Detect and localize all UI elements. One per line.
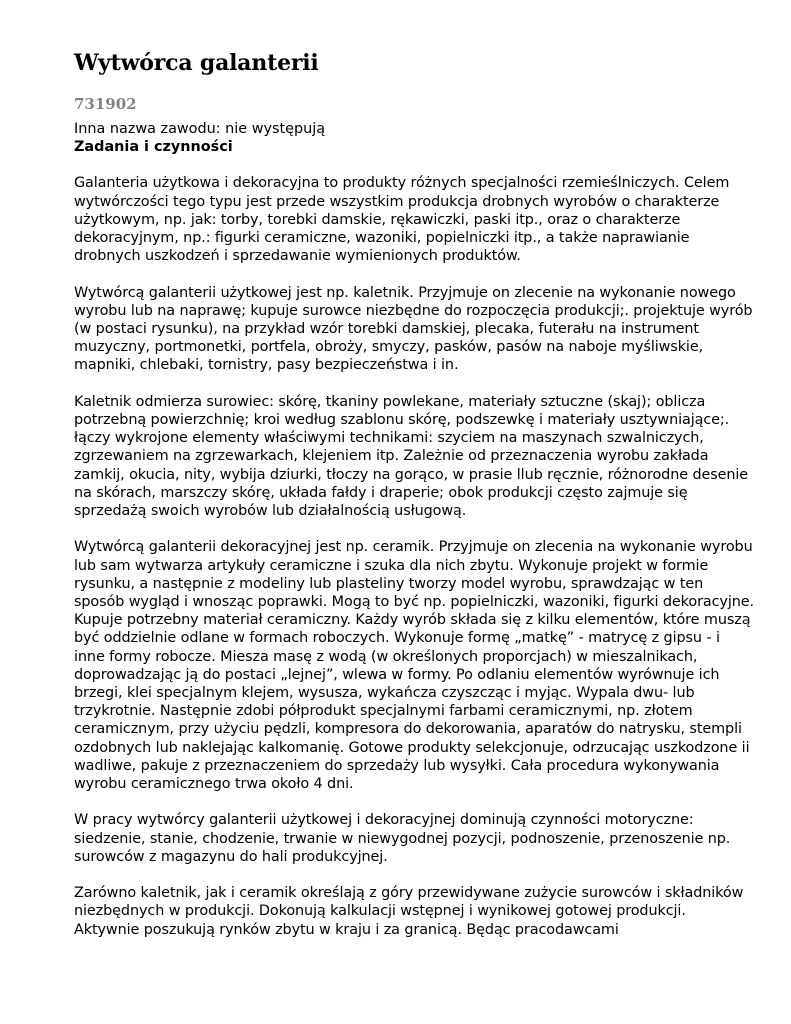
paragraph: Galanteria użytkowa i dekoracyjna to produkty różnych specjalności rzemieślniczych. Celem wytwórczości tego typu jest przede wszystkim produkcja drobnych wyrobów o charakterze użytkowym, np. jak: torby, torebki damskie, rękawiczki, paski itp., oraz o charakterze dekoracyjnym, np.: figurki ceramiczne, wazoniki, popielniczki itp., a także naprawianie drobnych uszkodzeń i sprzedawanie wymienionych produktów.	[74, 175, 730, 265]
occupation-code: 731902	[74, 95, 137, 113]
paragraph: Wytwórcą galanterii dekoracyjnej jest np. ceramik. Przyjmuje on zlecenia na wykonanie wyrobu lub sam wytwarza artykuły ceramiczne i szuka dla nich zbytu. Wykonuje projekt w formie rysunku, a następnie z modeliny lub plasteliny tworzy model wyrobu, sprawdzając w ten sposób wygląd i wnosząc poprawki. Mogą to być np. popielniczki, wazoniki, figurki dekoracyjne. Kupuje potrzebny materiał ceramiczny. Każdy wyrób składa się z kilku elementów, które muszą być oddzielnie odlane w formach roboczych. Wykonuje formę „matkę” - matrycę z gipsu - i inne formy robocze. Miesza masę z wodą (w określonych proporcjach) w mieszalnikach, doprowadzając ją do postaci „lejnej”, wlewa w formy. Po odlaniu elementów wyrównuje ich brzegi, klei specjalnym klejem, wysusza, wykańcza czyszcząc i myjąc. Wypala dwu- lub trzykrotnie. Następnie zdobi półprodukt specjalnymi farbami ceramicznymi, np. złotem ceramicznym, przy użyciu pędzli, kompresora do dekorowania, aparatów do natrysku, stempli ozdobnych lub naklejając kalkomanię. Gotowe produkty selekcjonuje, odrzucając uszkodzone ii wadliwe, pakuje z przeznaczeniem do sprzedaży lub wysyłki. Cała procedura wykonywania wyrobu ceramicznego trwa około 4 dni.	[74, 539, 754, 793]
document-title: Wytwórca galanterii	[74, 50, 319, 76]
paragraph: Wytwórcą galanterii użytkowej jest np. kaletnik. Przyjmuje on zlecenie na wykonanie nowego wyrobu lub na naprawę; kupuje surowce niezbędne do rozpoczęcia produkcji;. projektuje wyrób (w postaci rysunku), na przykład wzór torebki damskiej, plecaka, futerału na instrument muzyczny, portmonetki, portfela, obroży, smyczy, pasków, pasów na naboje myśliwskie, mapniki, chlebaki, tornistry, pasy bezpieczeństwa i in.	[74, 284, 753, 374]
paragraph: Zarówno kaletnik, jak i ceramik określają z góry przewidywane zużycie surowców i składników niezbędnych w produkcji. Dokonują kalkulacji wstępnej i wynikowej gotowej produkcji. Aktywnie poszukują rynków zbytu w kraju i za granicą. Będąc pracodawcami	[74, 885, 744, 938]
section-heading: Zadania i czynności	[74, 139, 233, 156]
document-page	[74, 48, 754, 957]
paragraph: W pracy wytwórcy galanterii użytkowej i dekoracyjnej dominują czynności motoryczne: siedzenie, stanie, chodzenie, trwanie w niewygodnej pozycji, podnoszenie, przenoszenie np. surowców z magazynu do hali produkcyjnej.	[74, 812, 731, 865]
paragraph: Kaletnik odmierza surowiec: skórę, tkaniny powlekane, materiały sztuczne (skaj); oblicza potrzebną powierzchnię; kroi według szablonu skórę, podszewkę i materiały usztywniające;. łączy wykrojone elementy właściwymi technikami: szyciem na maszynach szwalniczych, zgrzewaniem na zgrzewarkach, klejeniem itp. Zależnie od przeznaczenia wyrobu zakłada zamkij, okucia, nity, wybija dziurki, tłoczy na gorąco, w prasie llub ręcznie, różnorodne desenie na skórach, marszczy skórę, układa fałdy i draperie; obok produkcji często zajmuje się sprzedażą swoich wyrobów lub działalnością usługową.	[74, 393, 749, 520]
other-name-line: Inna nazwa zawodu: nie występują	[74, 121, 326, 137]
